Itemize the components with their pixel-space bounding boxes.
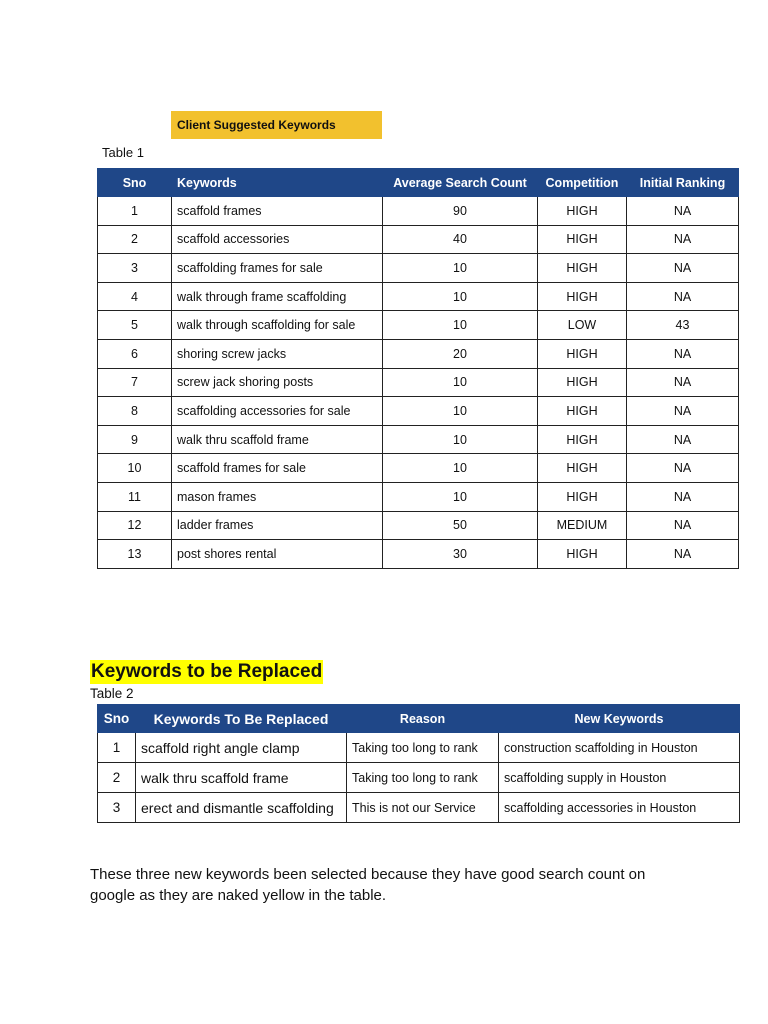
cell-initial-ranking: NA [627,282,739,311]
cell-average-search-count: 10 [383,282,538,311]
cell-sno: 5 [98,311,172,340]
cell-competition: HIGH [538,282,627,311]
table1-caption: Table 1 [102,145,144,160]
cell-average-search-count: 10 [383,482,538,511]
cell-competition: LOW [538,311,627,340]
cell-competition: HIGH [538,225,627,254]
cell-keyword: walk thru scaffold frame [172,425,383,454]
header-new-keywords: New Keywords [499,705,740,733]
table-row [98,482,739,511]
cell-keyword: scaffolding frames for sale [172,254,383,283]
cell-keyword: mason frames [172,482,383,511]
cell-average-search-count: 20 [383,339,538,368]
header-keywords: Keywords [172,169,383,197]
table-row [98,540,739,569]
cell-sno: 3 [98,254,172,283]
header-sno: Sno [98,705,136,733]
cell-initial-ranking: NA [627,254,739,283]
cell-keyword: scaffold frames for sale [172,454,383,483]
cell-keyword: walk through scaffolding for sale [172,311,383,340]
cell-sno: 13 [98,540,172,569]
table-row [98,763,740,793]
cell-average-search-count: 30 [383,540,538,569]
cell-new-keyword: construction scaffolding in Houston [499,733,740,763]
cell-competition: HIGH [538,397,627,426]
cell-keyword: scaffold frames [172,197,383,226]
cell-reason: Taking too long to rank [347,733,499,763]
header-competition: Competition [538,169,627,197]
table-row [98,282,739,311]
table-row [98,368,739,397]
cell-sno: 12 [98,511,172,540]
cell-competition: HIGH [538,482,627,511]
client-keywords-table [97,168,739,569]
cell-keyword: scaffold accessories [172,225,383,254]
cell-initial-ranking: NA [627,482,739,511]
table-row [98,454,739,483]
cell-average-search-count: 40 [383,225,538,254]
cell-sno: 2 [98,225,172,254]
cell-sno: 8 [98,397,172,426]
table-row [98,197,739,226]
cell-new-keyword: scaffolding accessories in Houston [499,793,740,823]
table-row [98,397,739,426]
table2-header-row [98,705,740,733]
cell-competition: MEDIUM [538,511,627,540]
cell-average-search-count: 10 [383,397,538,426]
cell-average-search-count: 90 [383,197,538,226]
cell-keyword: scaffolding accessories for sale [172,397,383,426]
cell-sno: 1 [98,197,172,226]
cell-reason: Taking too long to rank [347,763,499,793]
table-row [98,339,739,368]
cell-sno: 3 [98,793,136,823]
cell-sno: 9 [98,425,172,454]
cell-initial-ranking: NA [627,397,739,426]
cell-sno: 11 [98,482,172,511]
cell-initial-ranking: NA [627,454,739,483]
cell-sno: 6 [98,339,172,368]
table2-caption: Table 2 [90,686,134,701]
cell-initial-ranking: NA [627,339,739,368]
cell-initial-ranking: NA [627,225,739,254]
cell-average-search-count: 10 [383,254,538,283]
cell-average-search-count: 10 [383,368,538,397]
table-row [98,225,739,254]
cell-sno: 10 [98,454,172,483]
cell-initial-ranking: NA [627,368,739,397]
table-row [98,311,739,340]
cell-initial-ranking: 43 [627,311,739,340]
cell-competition: HIGH [538,339,627,368]
cell-keyword: post shores rental [172,540,383,569]
cell-keyword: walk through frame scaffolding [172,282,383,311]
header-reason: Reason [347,705,499,733]
cell-initial-ranking: NA [627,425,739,454]
table-row [98,254,739,283]
cell-sno: 1 [98,733,136,763]
keywords-to-be-replaced-heading: Keywords to be Replaced [91,661,323,682]
cell-keyword-to-be-replaced: walk thru scaffold frame [136,763,347,793]
header-sno: Sno [98,169,172,197]
cell-average-search-count: 10 [383,454,538,483]
table-row [98,511,739,540]
table-row [98,733,740,763]
explanation-paragraph: These three new keywords been selected because they have good search count on google as they are naked yellow in the table. [90,866,646,904]
cell-competition: HIGH [538,425,627,454]
cell-new-keyword: scaffolding supply in Houston [499,763,740,793]
cell-competition: HIGH [538,254,627,283]
header-average-search-count: Average Search Count [383,169,538,197]
table-row [98,793,740,823]
cell-average-search-count: 10 [383,311,538,340]
client-suggested-keywords-heading: Client Suggested Keywords [171,111,382,139]
cell-initial-ranking: NA [627,197,739,226]
cell-competition: HIGH [538,454,627,483]
cell-average-search-count: 50 [383,511,538,540]
cell-keyword-to-be-replaced: scaffold right angle clamp [136,733,347,763]
cell-keyword: screw jack shoring posts [172,368,383,397]
header-initial-ranking: Initial Ranking [627,169,739,197]
cell-initial-ranking: NA [627,540,739,569]
cell-competition: HIGH [538,197,627,226]
cell-competition: HIGH [538,540,627,569]
header-keywords-to-be-replaced: Keywords To Be Replaced [136,705,347,733]
cell-keyword: shoring screw jacks [172,339,383,368]
cell-keyword: ladder frames [172,511,383,540]
cell-sno: 4 [98,282,172,311]
table-row [98,425,739,454]
cell-keyword-to-be-replaced: erect and dismantle scaffolding [136,793,347,823]
cell-reason: This is not our Service [347,793,499,823]
cell-competition: HIGH [538,368,627,397]
cell-sno: 7 [98,368,172,397]
table1-header-row [98,169,739,197]
cell-average-search-count: 10 [383,425,538,454]
cell-sno: 2 [98,763,136,793]
replaced-keywords-table [97,704,740,823]
cell-initial-ranking: NA [627,511,739,540]
